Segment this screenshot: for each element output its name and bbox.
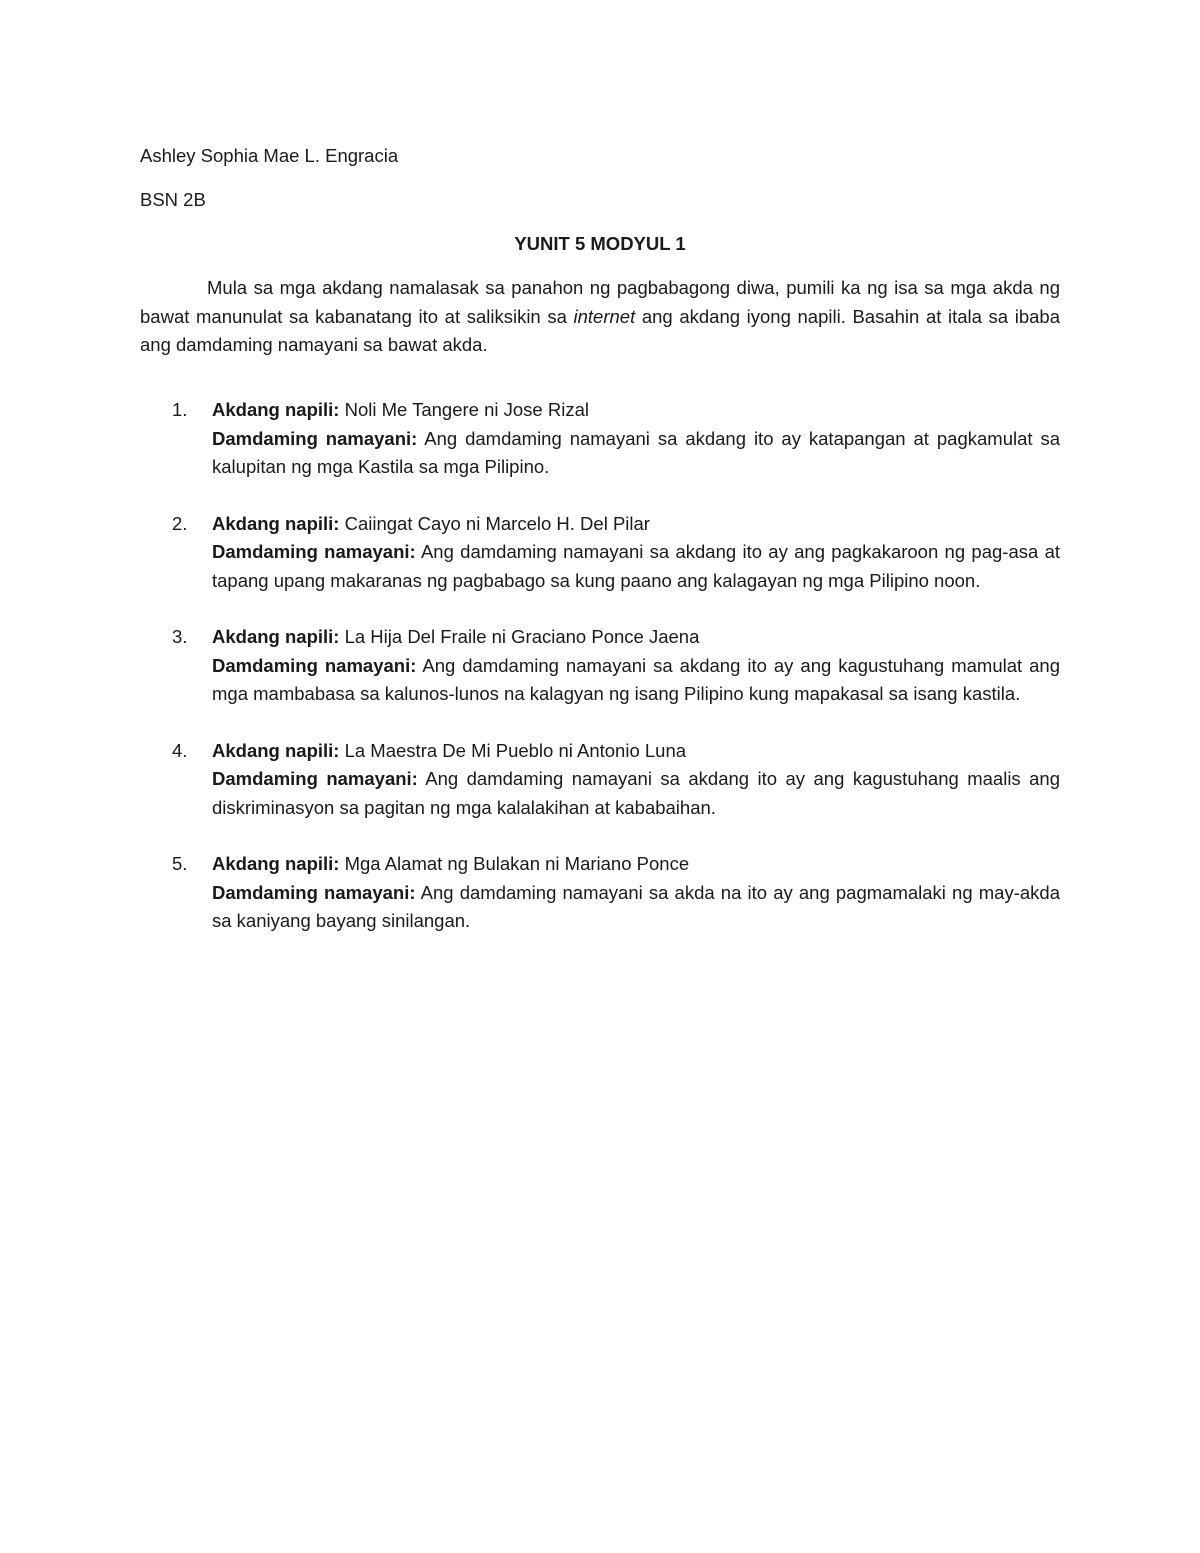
feeling-line	[212, 765, 1060, 822]
answer-item	[140, 850, 1060, 936]
document-title: YUNIT 5 MODYUL 1	[514, 233, 686, 254]
answer-item	[140, 737, 1060, 823]
work-title: Mga Alamat ng Bulakan ni Mariano Ponce	[339, 853, 690, 874]
feeling-line	[212, 652, 1060, 709]
work-title: Noli Me Tangere ni Jose Rizal	[339, 399, 589, 420]
answer-item	[140, 510, 1060, 596]
feeling-line	[212, 538, 1060, 595]
work-label: Akdang napili:	[212, 739, 340, 761]
work-line	[212, 623, 1060, 652]
answer-list	[140, 396, 1060, 964]
instructions-text-start: Mula sa mga akdang namalasak sa panahon ng pagbabagong diwa, pumili ka ng isa sa mga akda ng bawat manunulat sa kabanatang ito at saliksikin sa	[140, 277, 1060, 327]
feeling-text: Ang damdaming namayani sa akda na ito ay ang pagmamalaki ng may-akda sa kaniyang bayang sinilangan.	[212, 881, 1060, 931]
work-title: La Hija Del Fraile ni Graciano Ponce Jaena	[339, 626, 700, 647]
work-title: Caiingat Cayo ni Marcelo H. Del Pilar	[339, 512, 650, 534]
instructions-italic-word: internet	[573, 305, 636, 327]
item-number: 1.	[172, 399, 188, 420]
answer-item	[140, 396, 1060, 482]
student-name: Ashley Sophia Mae L. Engracia	[140, 145, 399, 166]
work-label: Akdang napili:	[212, 626, 340, 647]
instructions-text-end: ang akdang iyong napili. Basahin at itala sa ibaba ang damdaming namayani sa bawat akda.	[140, 305, 1060, 355]
feeling-label: Damdaming namayani:	[212, 768, 418, 789]
feeling-label: Damdaming namayani:	[212, 881, 416, 903]
work-label: Akdang napili:	[212, 512, 340, 534]
feeling-label: Damdaming namayani:	[212, 541, 416, 562]
class-section: BSN 2B	[140, 189, 206, 210]
feeling-label: Damdaming namayani:	[212, 654, 417, 676]
feeling-text: Ang damdaming namayani sa akdang ito ay ang kagustuhang maalis ang diskriminasyon sa pagitan ng mga kalalakihan at kababaihan.	[212, 768, 1060, 818]
work-line	[212, 850, 1060, 879]
feeling-line	[212, 425, 1060, 482]
feeling-text: Ang damdaming namayani sa akdang ito ay ang kagustuhang mamulat ang mga mambabasa sa kalunos-lunos na kalagyan ng isang Pilipino kung mapakasal sa isang kastila.	[212, 654, 1061, 704]
feeling-label: Damdaming namayani:	[212, 427, 418, 449]
item-number: 4.	[172, 739, 188, 761]
item-number: 2.	[172, 512, 188, 534]
feeling-text: Ang damdaming namayani sa akdang ito ay ang pagkakaroon ng pag-asa at tapang upang makaranas ng pagbabago sa kung paano ang kalagayan ng mga Pilipino noon.	[212, 541, 1060, 591]
work-title: La Maestra De Mi Pueblo ni Antonio Luna	[339, 739, 687, 761]
work-line	[212, 510, 1060, 539]
instructions-paragraph	[140, 274, 1060, 360]
item-number: 5.	[172, 853, 188, 874]
feeling-line	[212, 879, 1060, 936]
item-number: 3.	[172, 626, 188, 647]
work-label: Akdang napili:	[212, 853, 340, 874]
answer-item	[140, 623, 1060, 709]
work-line	[212, 737, 1060, 766]
feeling-text: Ang damdaming namayani sa akdang ito ay katapangan at pagkamulat sa kalupitan ng mga Kastila sa mga Pilipino.	[212, 427, 1061, 477]
work-line	[212, 396, 1060, 425]
work-label: Akdang napili:	[212, 399, 340, 420]
